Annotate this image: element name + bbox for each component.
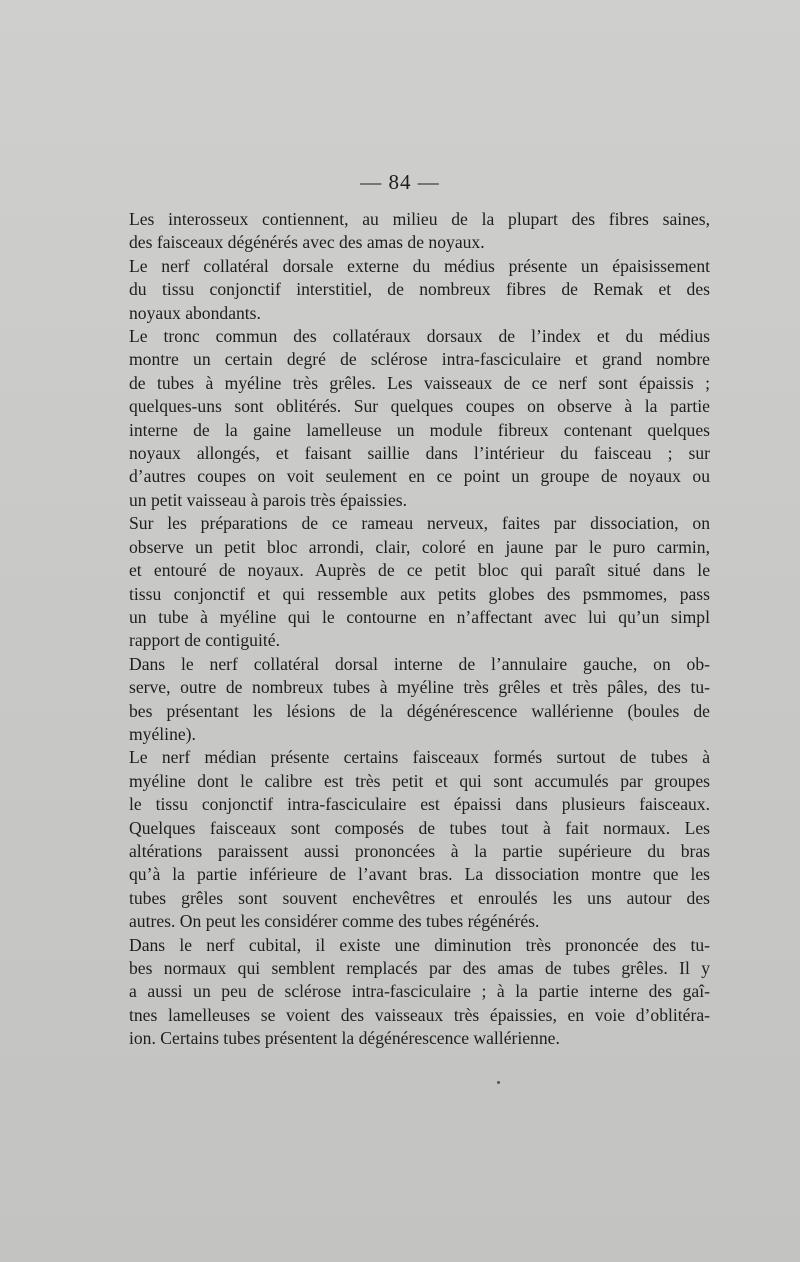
text-line: ion. Certains tubes présentent la dégénérescence wallérienne. — [129, 1028, 560, 1049]
text-line: altérations paraissent aussi prononcées à la partie supérieure du bras — [129, 840, 710, 861]
text-line: rapport de contiguité. — [129, 630, 280, 651]
page-number: — 84 — — [360, 170, 440, 194]
text-line: autres. On peut les considérer comme des tubes régénérés. — [129, 911, 540, 932]
text-line: observe un petit bloc arrondi, clair, coloré en jaune par le puro carmin, — [129, 536, 710, 557]
text-line: Le tronc commun des collatéraux dorsaux de l’index et du médius — [129, 326, 710, 347]
text-line: myéline). — [129, 723, 196, 744]
text-line: des faisceaux dégénérés avec des amas de noyaux. — [129, 232, 485, 253]
text-line: et entouré de noyaux. Auprès de ce petit bloc qui paraît situé dans le — [129, 560, 710, 581]
text-line: tnes lamelleuses se voient des vaisseaux très épaissies, en voie d’oblitéra- — [129, 1004, 710, 1025]
paragraph — [109, 208, 710, 255]
text-line: tissu conjonctif et qui ressemble aux petits globes des psmmomes, pass — [129, 583, 710, 604]
paragraph — [109, 746, 710, 933]
text-line: le tissu conjonctif intra-fasciculaire est épaissi dans plusieurs faisceaux. — [129, 794, 710, 815]
text-line: bes présentant les lésions de la dégénérescence wallérienne (boules de — [129, 700, 710, 721]
text-line: un tube à myéline qui le contourne en n’affectant avec lui qu’un simpl — [129, 606, 710, 627]
text-line: interne de la gaine lamelleuse un module fibreux contenant quelques — [129, 419, 710, 440]
text-line: quelques-uns sont oblitérés. Sur quelques coupes on observe à la partie — [129, 396, 710, 417]
text-line: bes normaux qui semblent remplacés par des amas de tubes grêles. Il y — [129, 958, 710, 978]
text-line: un petit vaisseau à parois très épaissies. — [129, 489, 408, 510]
paragraph — [109, 934, 710, 1051]
text-line: tubes grêles sont souvent enchevêtres et enroulés les uns autour des — [129, 887, 710, 908]
text-line: qu’à la partie inférieure de l’avant bras. La dissociation montre que les — [129, 864, 710, 885]
text-line: myéline dont le calibre est très petit et qui sont accumulés par groupes — [129, 770, 710, 791]
text-line: de tubes à myéline très grêles. Les vaisseaux de ce nerf sont épaissis ; — [129, 372, 710, 393]
text-line: Le nerf collatéral dorsale externe du médius présente un épaisissement — [129, 255, 710, 276]
text-line: noyaux allongés, et faisant saillie dans l’intérieur du faisceau ; sur — [129, 443, 710, 464]
text-line: Dans le nerf collatéral dorsal interne de l’annulaire gauche, on ob- — [129, 653, 710, 674]
scan-speck — [497, 1081, 500, 1084]
paragraph — [109, 512, 710, 652]
text-line: d’autres coupes on voit seulement en ce point un groupe de noyaux ou — [129, 466, 710, 487]
text-line: du tissu conjonctif interstitiel, de nombreux fibres de Remak et des — [129, 279, 710, 300]
text-line: serve, outre de nombreux tubes à myéline très grêles et très pâles, des tu- — [129, 677, 710, 698]
body-text — [109, 208, 710, 1051]
paragraph — [109, 255, 710, 325]
text-line: Le nerf médian présente certains faisceaux formés surtout de tubes à — [129, 747, 710, 768]
paragraph — [109, 653, 710, 747]
text-line: noyaux abondants. — [129, 302, 261, 323]
text-line: a aussi un peu de sclérose intra-fasciculaire ; à la partie interne des gaî- — [129, 981, 710, 1002]
text-line: Dans le nerf cubital, il existe une diminution très prononcée des tu- — [129, 934, 710, 955]
paragraph — [109, 325, 710, 512]
text-line: Les interosseux contiennent, au milieu de la plupart des fibres saines, — [129, 209, 710, 229]
text-line: Sur les préparations de ce rameau nerveux, faites par dissociation, on — [129, 513, 710, 534]
text-line: Quelques faisceaux sont composés de tubes tout à fait normaux. Les — [129, 817, 710, 838]
text-line: montre un certain degré de sclérose intra-fasciculaire et grand nombre — [129, 349, 710, 370]
